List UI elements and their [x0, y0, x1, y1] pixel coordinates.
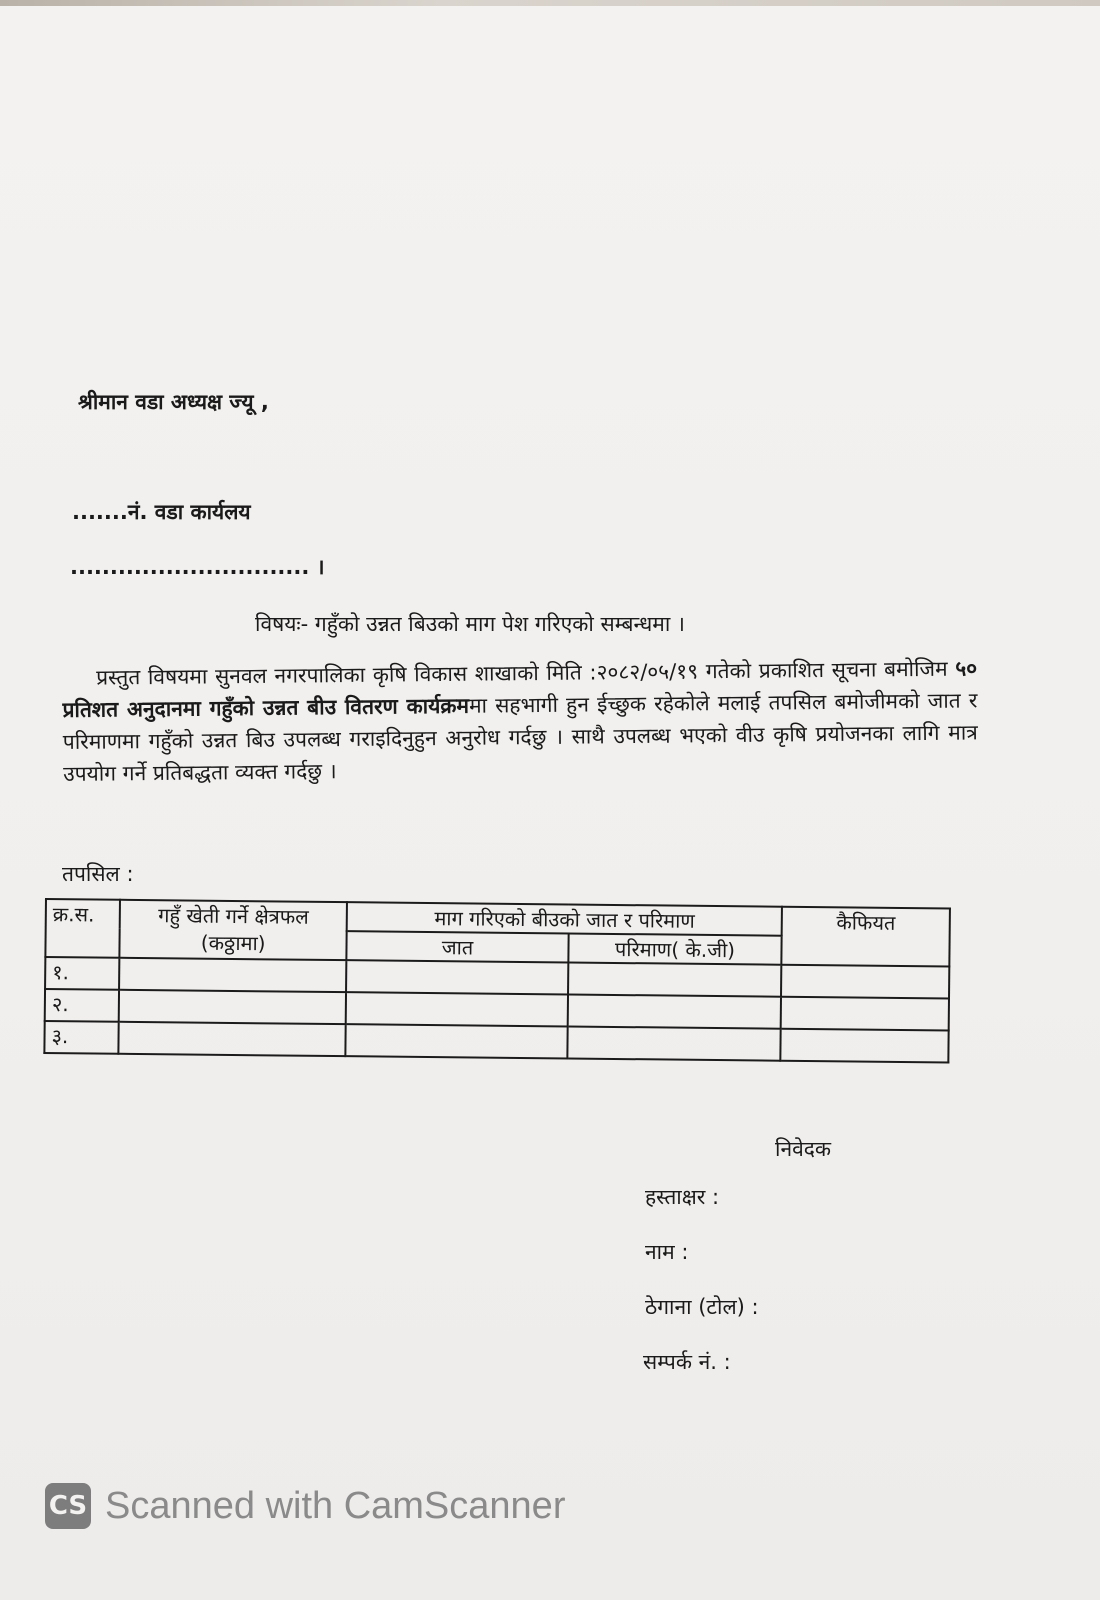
name-field-label: नाम :: [645, 1240, 689, 1264]
seed-request-table: [43, 898, 951, 1063]
cell-quantity: [568, 962, 782, 996]
row-serial: ३.: [44, 1021, 118, 1054]
header-serial-label: क्र.स.: [52, 902, 95, 927]
cell-area: [119, 990, 347, 1024]
address-field-label: ठेगाना (टोल) :: [645, 1295, 759, 1319]
salutation: श्रीमान वडा अध्यक्ष ज्यू ,: [78, 390, 269, 414]
watermark-text: Scanned with CamScanner: [105, 1484, 566, 1527]
header-area-line2: (कठ्ठामा): [200, 930, 266, 956]
cell-remarks: [781, 1029, 949, 1063]
header-remarks: कैफियत: [782, 907, 950, 967]
camscanner-watermark: [45, 1482, 565, 1530]
subject-line: विषयः- गहुँको उन्नत बिउको माग पेश गरिएको सम्बन्धमा ।: [255, 612, 685, 636]
cell-area: [118, 1022, 346, 1056]
row-serial: २.: [45, 989, 119, 1022]
signature-field-label: हस्ताक्षर :: [645, 1185, 720, 1209]
cell-remarks: [781, 997, 949, 1031]
header-quantity: परिमाण( के.जी): [568, 933, 782, 964]
header-variety: जात: [347, 931, 569, 962]
cell-variety: [346, 960, 568, 994]
address-line: .............................. ।: [70, 555, 325, 579]
body-text-bold: ५० प्रतिशत अनुदानमा गहुँको उन्नत बीउ वितरण कार्यक्रम: [62, 656, 978, 722]
camscanner-logo-icon: CS: [45, 1483, 91, 1529]
header-demand: माग गरिएको बीउको जात र परिमाण: [347, 902, 782, 936]
cell-variety: [346, 1024, 568, 1058]
seed-request-table-wrap: [43, 898, 951, 1063]
header-area: [119, 900, 347, 960]
ward-office-line: .......नं. वडा कार्यलय: [72, 500, 251, 524]
row-serial: १.: [45, 957, 119, 990]
cell-quantity: [567, 1026, 781, 1060]
body-paragraph: [62, 652, 978, 790]
body-text-part2: मा सहभागी हुन ईच्छुक रहेकोले मलाई तपसिल बमोजीमको जात र परिमाणमा गहुँको उन्नत बिउ उपलब्ध गराइदिनुहुन अनुरोध गर्दछु । साथै उपलब्ध भएको वीउ कृषि प्रयोजनका लागि मात्र उपयोग गर्ने प्रतिबद्धता व्यक्त गर्दछु ।: [62, 688, 978, 786]
header-serial: [45, 899, 120, 958]
cell-variety: [346, 992, 568, 1026]
page-top-edge: [0, 0, 1100, 6]
tapasil-label: तपसिल :: [62, 862, 134, 886]
contact-field-label: सम्पर्क नं. :: [643, 1350, 731, 1374]
body-text-part1: प्रस्तुत विषयमा सुनवल नगरपालिका कृषि विकास शाखाको मिति :२०८२/०५/१९ गतेको प्रकाशित सूचना बमोजिम: [96, 656, 956, 690]
cell-remarks: [781, 965, 949, 999]
cell-area: [119, 958, 347, 992]
cell-quantity: [567, 994, 781, 1028]
applicant-label: निवेदक: [775, 1137, 832, 1161]
header-area-line1: गहुँ खेती गर्ने क्षेत्रफल: [158, 903, 309, 929]
